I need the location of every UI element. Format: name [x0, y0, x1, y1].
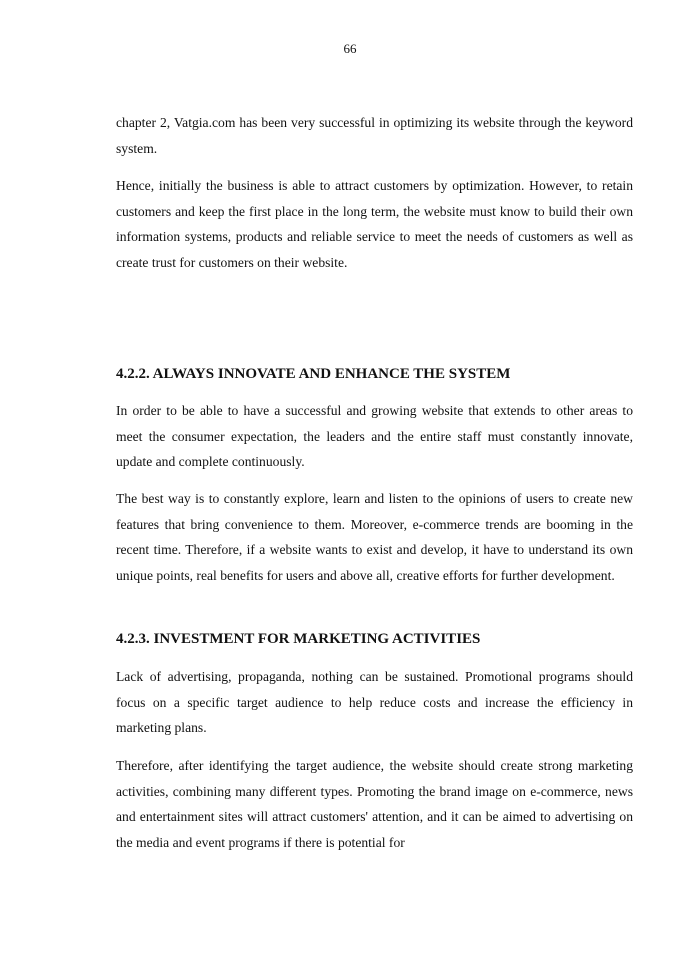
paragraph-4-2-3-2: Therefore, after identifying the target audience, the website should create strong marketing activities, combining many different types. Promoting the brand image on e-commerce, news and entertainment sites will attract customers' attention, and it can be aimed to advertising on the media and event programs if there is potential for	[116, 758, 633, 850]
paragraph-intro-1: chapter 2, Vatgia.com has been very successful in optimizing its website through the keyword system.	[116, 115, 633, 156]
paragraph-4-2-2-1: In order to be able to have a successful and growing website that extends to other areas to meet the consumer expectation, the leaders and the entire staff must constantly innovate, update and complete continuously.	[116, 403, 633, 470]
paragraph-intro-2: Hence, initially the business is able to attract customers by optimization. However, to retain customers and keep the first place in the long term, the website must know to build their own information systems, products and reliable service to meet the needs of customers as well as create trust for customers on their website.	[116, 178, 633, 270]
paragraph-4-2-3-1: Lack of advertising, propaganda, nothing can be sustained. Promotional programs should focus on a specific target audience to help reduce costs and increase the efficiency in marketing plans.	[116, 669, 633, 736]
paragraph-4-2-2-2: The best way is to constantly explore, learn and listen to the opinions of users to create new features that bring convenience to them. Moreover, e-commerce trends are booming in the recent time. Therefore, if a website wants to exist and develop, it have to understand its own unique points, real benefits for users and above all, creative efforts for further development.	[116, 491, 633, 583]
page-number: 66	[343, 41, 357, 56]
section-heading-4-2-3: 4.2.3. INVESTMENT FOR MARKETING ACTIVITIES	[116, 631, 481, 647]
section-heading-4-2-2: 4.2.2. ALWAYS INNOVATE AND ENHANCE THE SYSTEM	[116, 366, 511, 382]
